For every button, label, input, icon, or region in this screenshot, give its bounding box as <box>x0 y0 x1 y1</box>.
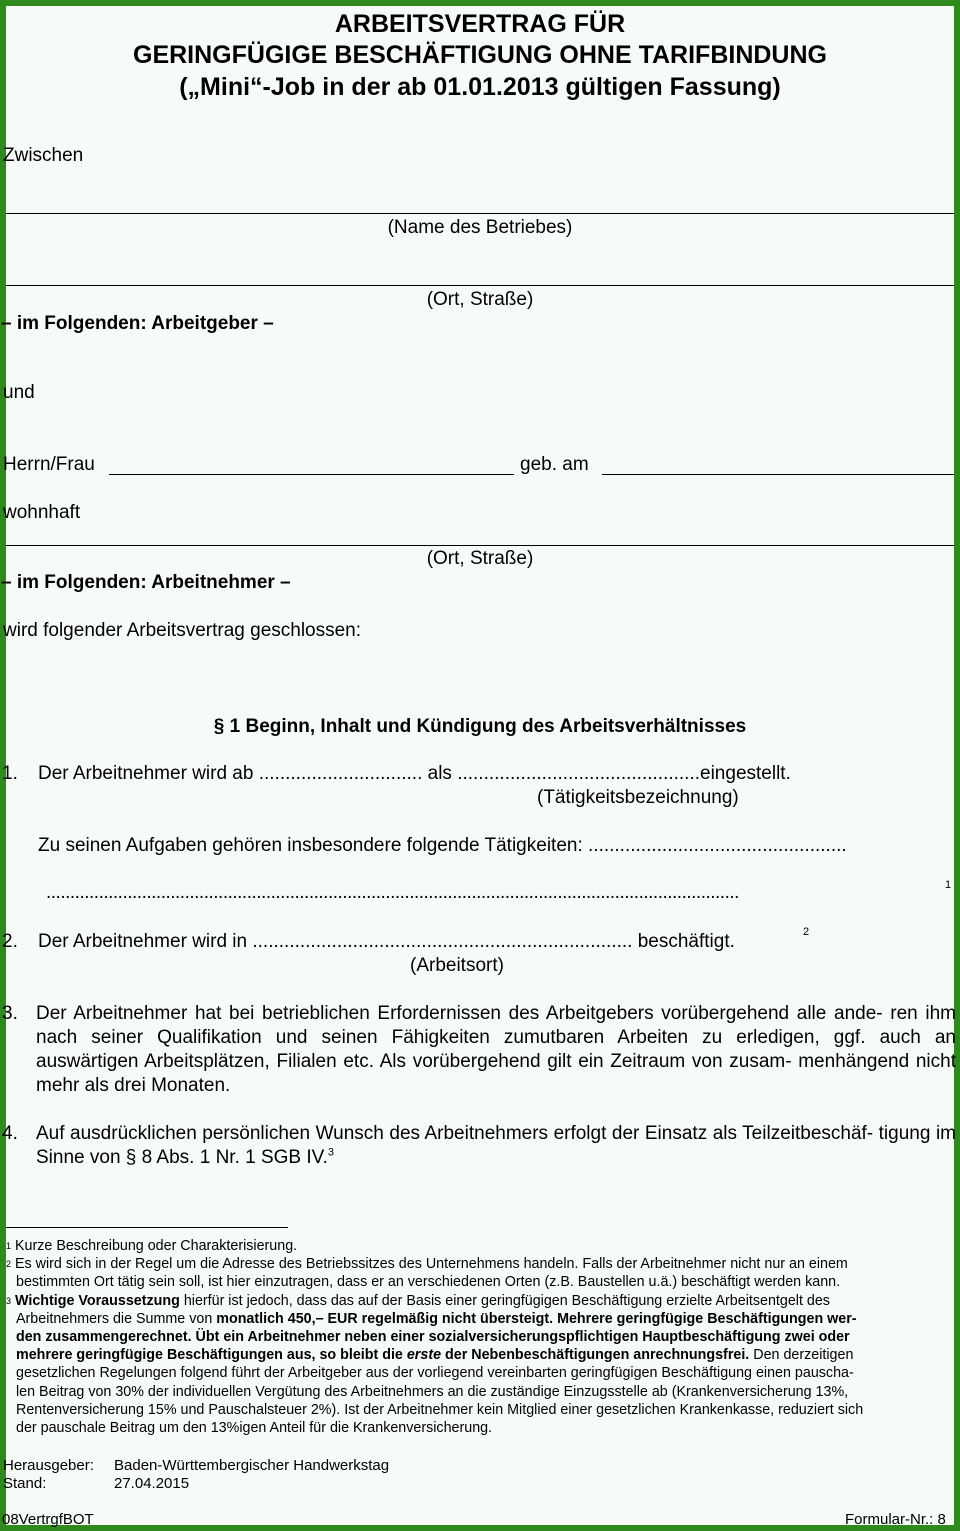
footnote-separator <box>6 1227 288 1228</box>
footnote-3-text-4a: mehrere geringfügige Beschäftigungen aus, so bleibt die <box>16 1347 407 1363</box>
zwischen-label: Zwischen <box>3 145 84 166</box>
arbeitnehmer-label: – im Folgenden: Arbeitnehmer – <box>1 572 291 593</box>
publisher-label: Herausgeber: <box>3 1457 94 1474</box>
footnote-2-line-2: bestimmten Ort tätig sein soll, ist hier einzutragen, dass er an verschiedenen Orten (z.B. Baustellen u.ä.) beschäftigt werden kann. <box>16 1274 841 1290</box>
footnote-3-line-2 <box>16 1310 857 1328</box>
footnote-ref-1: 1 <box>945 879 952 891</box>
footnote-ref-2: 2 <box>803 926 810 938</box>
item-2-text: Der Arbeitnehmer wird in ........................................................................ beschäftigt. <box>38 931 735 952</box>
footnote-1-number: 1 <box>6 1241 12 1251</box>
geb-am-label: geb. am <box>520 454 589 475</box>
footnote-3-line-1 <box>6 1292 830 1310</box>
betrieb-name-caption: (Name des Betriebes) <box>387 217 573 238</box>
footnote-3-bold-1: Wichtige Voraussetzung <box>15 1293 180 1309</box>
footnote-2-line-1 <box>6 1255 848 1273</box>
stand-label: Stand: <box>3 1475 47 1492</box>
footnote-3-text-4b: erste <box>406 1347 442 1363</box>
footnote-3-number: 3 <box>6 1296 12 1306</box>
item-3-text: Der Arbeitnehmer hat bei betrieblichen Erfordernissen des Arbeitgebers vorübergehend alle ande- ren ihm nach seiner Qualifikation und seinen Fähigkeiten zumutbaren Arbeiten zu erledigen, ggf. auch an auswärtigen Arbeitsplätzen, Filialen etc. Als vorübergehend gilt ein Zeitraum von zusam- menhängend nicht mehr als drei Monaten. <box>36 1003 956 1096</box>
footnote-2-text-a: Es wird sich in der Regel um die Adresse des Betriebssitzes des Unternehmens handeln. Falls der Arbeitnehmer nicht nur an einem <box>15 1256 848 1272</box>
footnote-1-text: Kurze Beschreibung oder Charakterisierung. <box>15 1238 298 1254</box>
birthdate-field-line[interactable] <box>602 474 954 475</box>
arbeitgeber-label: – im Folgenden: Arbeitgeber – <box>1 313 274 334</box>
item-3-number: 3. <box>2 1003 18 1024</box>
title-line-2: GERINGFÜGIGE BESCHÄFTIGUNG OHNE TARIFBINDUNG <box>133 41 827 69</box>
betrieb-address-caption: (Ort, Straße) <box>426 289 534 310</box>
footnote-3-line-4 <box>16 1346 853 1364</box>
footnote-ref-3: 3 <box>327 1146 334 1159</box>
item-4-text <box>36 1122 956 1170</box>
footnote-3-text-2b: monatlich 450,– EUR regelmäßig nicht übersteigt. Mehrere geringfügige Beschäftigungen wer- <box>216 1311 857 1327</box>
und-label: und <box>3 382 35 403</box>
item-4-body: Auf ausdrücklichen persönlichen Wunsch des Arbeitnehmers erfolgt der Einsatz als Teilzeitbeschäf- tigung im Sinne von § 8 Abs. 1 Nr. 1 SGB IV. <box>36 1123 956 1168</box>
herrn-frau-label: Herrn/Frau <box>3 454 95 475</box>
footnote-3-text-4d: Den derzeitigen <box>749 1347 854 1363</box>
footnote-1 <box>6 1237 297 1255</box>
footnote-3-line-6: len Beitrag von 30% der individuellen Vergütung des Arbeitnehmers an die zuständige Einzugsstelle ab (Krankenversicherung 13%, <box>16 1384 849 1400</box>
footnote-3-text-2a: Arbeitnehmers die Summe von <box>16 1311 217 1327</box>
document-page <box>1 6 956 1528</box>
item-2-number: 2. <box>2 931 18 952</box>
footnote-3-text-1: hierfür ist jedoch, dass das auf der Basis einer geringfügigen Beschäftigung erzielte Arbeitsentgelt des <box>179 1293 830 1309</box>
footnote-2-number: 2 <box>6 1259 12 1269</box>
item-4-number: 4. <box>2 1123 18 1144</box>
title-line-1: ARBEITSVERTRAG FÜR <box>334 10 626 38</box>
name-field-line[interactable] <box>109 474 514 475</box>
contract-intro: wird folgender Arbeitsvertrag geschlossen: <box>3 620 362 641</box>
footnote-3-line-5: gesetzlichen Regelungen folgend führt der Arbeitgeber aus der vorliegend vereinbarten geringfügigen Beschäftigung einen pauscha- <box>16 1365 854 1381</box>
footer-form-number: Formular-Nr.: 8 <box>845 1511 946 1528</box>
arbeitnehmer-address-caption: (Ort, Straße) <box>426 548 534 569</box>
aufgaben-text: Zu seinen Aufgaben gehören insbesondere folgende Tätigkeiten: ................................................. <box>38 835 847 856</box>
stand-value: 27.04.2015 <box>114 1475 190 1492</box>
footnote-3-line-3: den zusammengerechnet. Übt ein Arbeitnehmer neben einer sozialversicherungspflichtigen Hauptbeschäftigung zwei oder <box>16 1329 850 1345</box>
item-1-caption: (Tätigkeitsbezeichnung) <box>537 787 739 808</box>
wohnhaft-label: wohnhaft <box>3 502 81 523</box>
betrieb-address-line <box>6 285 954 286</box>
footer-left-code: 08VertrgfBOT <box>2 1511 94 1528</box>
item-1-number: 1. <box>2 763 18 784</box>
section-1-heading: § 1 Beginn, Inhalt und Kündigung des Arbeitsverhältnisses <box>213 716 747 737</box>
aufgaben-dots: ................................................................................................................................................. <box>46 882 739 903</box>
footnote-3-text-4c: der Nebenbeschäftigungen anrechnungsfrei. <box>441 1347 750 1363</box>
footnote-3-line-8: der pauschale Beitrag um den 13%igen Anteil für die Krankenversicherung. <box>16 1420 493 1436</box>
publisher-value: Baden-Württembergischer Handwerkstag <box>114 1457 390 1474</box>
item-2-caption: (Arbeitsort) <box>410 955 504 976</box>
arbeitnehmer-address-line[interactable] <box>6 545 954 546</box>
betrieb-name-line <box>6 213 954 214</box>
title-line-3: („Mini“-Job in der ab 01.01.2013 gültigen Fassung) <box>179 73 781 101</box>
item-1-text: Der Arbeitnehmer wird ab ............................... als ..............................................eingestellt. <box>38 763 791 784</box>
footnote-3-line-7: Rentenversicherung 15% und Pauschalsteuer 2%). Ist der Arbeitnehmer kein Mitglied einer gesetzlichen Krankenkasse, reduziert sich <box>16 1402 864 1418</box>
